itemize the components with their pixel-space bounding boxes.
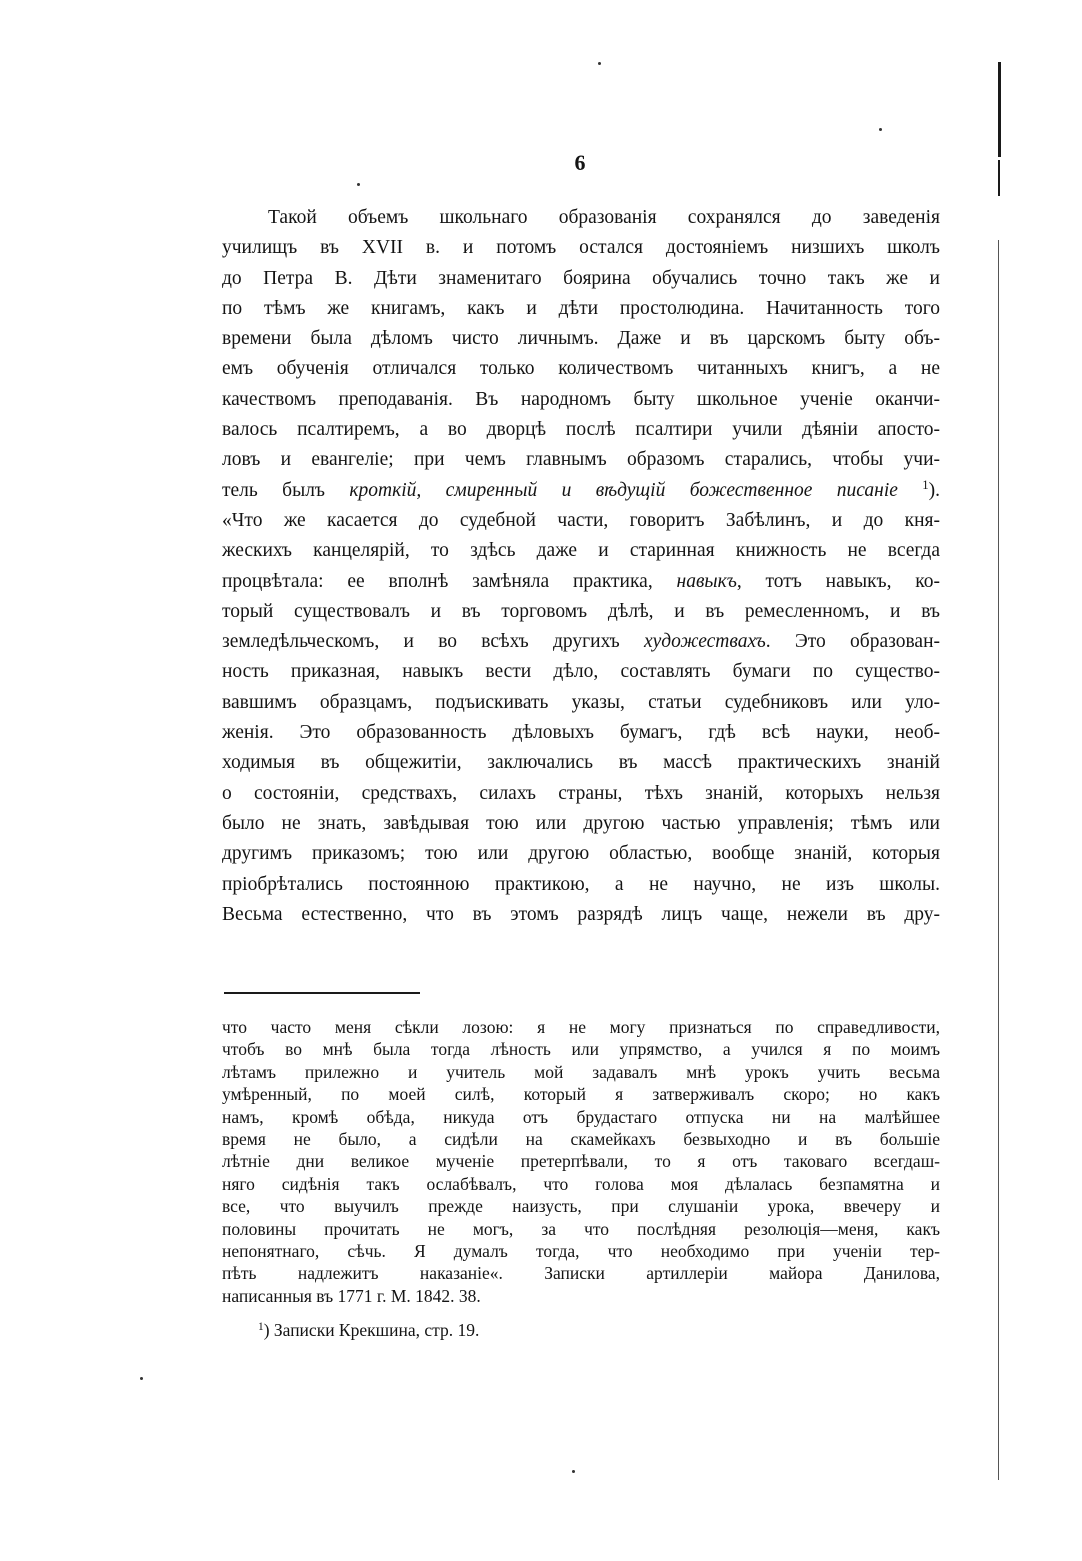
- scan-speck: [140, 1377, 143, 1380]
- scan-margin-bar: [998, 62, 1001, 157]
- page-number: 6: [574, 150, 586, 175]
- text-line: «Что же касается до судебной части, говоритъ Забѣлинъ, и до кня-: [222, 509, 940, 531]
- text-line: другимъ приказомъ; тою или другою областью, вообще знаній, которыя: [222, 843, 940, 865]
- text-fragment: , тотъ навыкъ, ко-: [736, 570, 941, 592]
- footnote-ref: 1: [922, 477, 929, 492]
- text-fragment: земледѣльческомъ, и во всѣхъ другихъ: [222, 631, 620, 653]
- footnote-line: что часто меня сѣкли лозою: я не могу признаться по справедливости,: [222, 1017, 940, 1037]
- scan-speck: [357, 183, 360, 186]
- italic-term: художествахъ: [643, 631, 766, 653]
- text-line: Такой объемъ школьнаго образованія сохранялся до заведенія: [268, 207, 940, 228]
- text-line: было не знать, завѣдывая тою или другою частью управленія; тѣмъ или: [222, 812, 940, 834]
- italic-term: навыкъ: [676, 570, 737, 592]
- scan-margin-line: [998, 240, 999, 1480]
- footnote-line: все, что выучилъ прежде наизусть, при слушаніи урока, ввечеру и: [222, 1196, 940, 1217]
- italic-quote: кроткій, смиренный и вѣдущій божественное писаніе: [349, 479, 898, 501]
- footnote-separator: [224, 992, 420, 994]
- text-line: ность приказная, навыкъ вести дѣло, составлять бумаги по существо-: [222, 661, 940, 683]
- text-line: женія. Это образованность дѣловыхъ бумагъ, гдѣ всѣ науки, необ-: [222, 722, 940, 744]
- text-line: ходимыя въ общежитіи, заключались въ массѣ практическихъ знаній: [222, 752, 940, 774]
- footnote-line: половины прочитать не могъ, за что послѣдняя резолюція—меня, какъ: [222, 1218, 940, 1239]
- text-line: до Петра В. Дѣти знаменитаго боярина обучались точно такъ же и: [222, 267, 940, 289]
- text-line: жескихъ канцелярій, то здѣсь даже и старинная книжность не всегда: [222, 540, 940, 562]
- footnote-line: няго сидѣнія такъ ослабѣвалъ, что голова моя дѣлалась безпамятна и: [222, 1173, 940, 1194]
- footnote-1: [222, 1319, 940, 1341]
- main-text-block: [222, 203, 940, 930]
- text-fragment: процвѣтала: ее вполнѣ замѣняла практика,: [222, 570, 653, 592]
- text-line: [222, 567, 940, 597]
- text-line: о состояніи, средствахъ, силахъ страны, тѣхъ знаній, которыхъ нельзя: [222, 782, 940, 804]
- footnotes-block: [222, 1016, 940, 1341]
- scan-speck: [879, 128, 882, 131]
- footnote-marker: 1: [258, 1320, 264, 1333]
- text-line: емъ обученія отличался только количествомъ читанныхъ книгъ, а не: [222, 358, 940, 380]
- footnote-line: лѣтніе дни великое мученіе претерпѣвали, то я отъ таковаго всегдаш-: [222, 1151, 940, 1172]
- text-fragment: ).: [928, 479, 940, 501]
- text-line: училищъ въ XVII в. и потомъ остался достояніемъ низшихъ школъ: [222, 237, 940, 259]
- text-line: валось псалтиремъ, а во дворцѣ послѣ псалтири учили дѣяніи апосто-: [222, 419, 940, 441]
- scan-speck: [598, 62, 601, 65]
- text-line: Весьма естественно, что въ этомъ разрядѣ лицъ чаще, нежели въ дру-: [222, 903, 940, 925]
- footnote-line: время не было, а сидѣли на скамейкахъ безвыходно и въ большіе: [222, 1128, 940, 1149]
- footnote-line: чтобъ во мнѣ была тогда лѣность или упрямство, а учился я по моимъ: [222, 1039, 940, 1060]
- text-line: торый существовалъ и въ торговомъ дѣлѣ, и въ ремесленномъ, и въ: [222, 600, 940, 622]
- text-line: вавшимъ образцамъ, подъискивать указы, статьи судебниковъ или уло-: [222, 691, 940, 713]
- text-line: качествомъ преподаванія. Въ народномъ быту школьное ученіе оканчи-: [222, 388, 940, 410]
- text-line-with-footnote-ref: [222, 476, 940, 506]
- scan-speck: [572, 1470, 575, 1473]
- text-fragment: тель былъ: [222, 479, 326, 501]
- footnote-text: ) Записки Крекшина, стр. 19.: [263, 1320, 480, 1341]
- text-line: пріобрѣтались постоянною практикою, а не научно, не изъ школы.: [222, 873, 940, 895]
- footnote-line: пѣть надлежитъ наказаніе«. Записки артиллеріи майора Данилова,: [222, 1263, 940, 1284]
- text-fragment: . Это образован-: [765, 631, 940, 653]
- text-line: времени была дѣломъ чисто личнымъ. Даже и въ царскомъ быту объ-: [222, 328, 940, 350]
- text-line: по тѣмъ же книгамъ, какъ и дѣти простолюдина. Начитанность того: [222, 297, 940, 319]
- text-line: [222, 627, 940, 657]
- footnote-line: непонятнаго, сѣчь. Я думалъ тогда, что необходимо при ученіи тер-: [222, 1240, 940, 1261]
- footnote-line: лѣтамъ прилежно и учитель мой задавалъ мнѣ урокъ учить весьма: [222, 1061, 940, 1082]
- footnote-line: умѣренный, по моей силѣ, который я затверживалъ скоро; но какъ: [222, 1084, 940, 1105]
- footnote-line: намъ, кромѣ обѣда, никуда отъ брудастаго отпуска ни на малѣйшее: [222, 1106, 940, 1127]
- scan-margin-bar: [998, 160, 1000, 196]
- text-line: ловъ и евангеліе; при чемъ главнымъ образомъ старались, чтобы учи-: [222, 449, 940, 471]
- footnote-line: написанныя въ 1771 г. М. 1842. 38.: [222, 1285, 481, 1306]
